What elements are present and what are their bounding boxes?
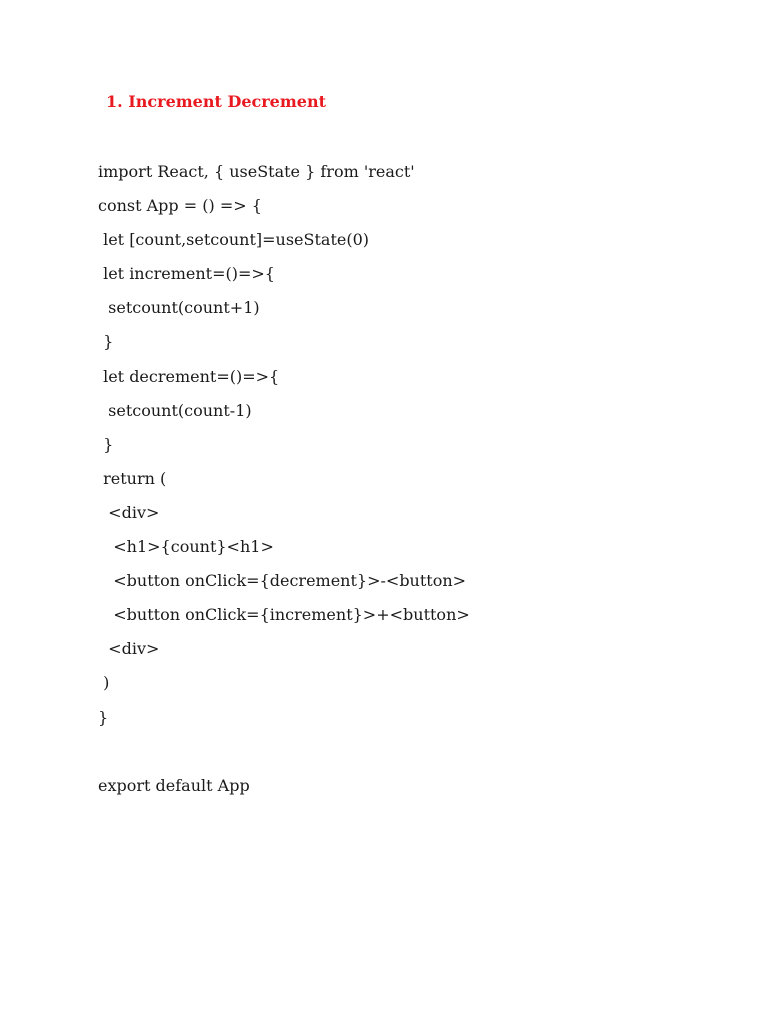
- section-heading: 1. Increment Decrement: [106, 92, 326, 111]
- code-line: }: [98, 707, 109, 727]
- code-line: <div>: [98, 639, 160, 659]
- code-line: setcount(count-1): [98, 400, 252, 420]
- code-line: export default App: [98, 775, 250, 795]
- code-line: setcount(count+1): [98, 298, 260, 318]
- code-line: const App = () => {: [98, 196, 262, 216]
- code-line: }: [98, 332, 114, 352]
- code-line: <h1>{count}<h1>: [98, 537, 274, 557]
- code-line: import React, { useState } from 'react': [98, 162, 415, 181]
- code-block: [98, 160, 470, 808]
- code-line: }: [98, 434, 114, 454]
- code-line: let [count,setcount]=useState(0): [98, 230, 370, 250]
- code-line: ): [98, 673, 110, 693]
- code-line: let decrement=()=>{: [98, 366, 280, 386]
- code-line: <div>: [98, 502, 160, 522]
- code-line: <button onClick={increment}>+<button>: [98, 605, 470, 625]
- code-line: let increment=()=>{: [98, 264, 275, 284]
- code-line-blank: [98, 740, 470, 774]
- code-line: return (: [98, 468, 167, 488]
- code-line: <button onClick={decrement}>-<button>: [98, 571, 467, 591]
